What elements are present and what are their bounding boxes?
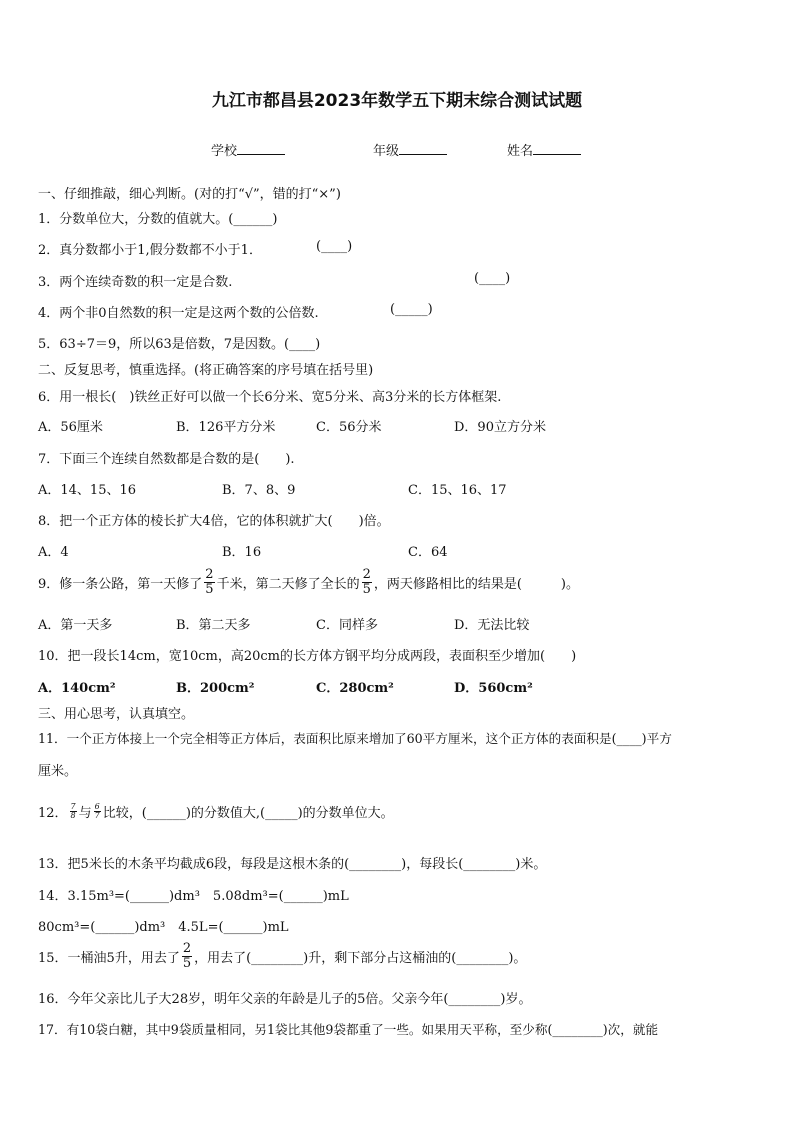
section-2-heading: 二、反复思考，慎重选择。(将正确答案的序号填在括号里) [38, 363, 374, 378]
grade-blank[interactable] [399, 142, 447, 155]
question-14: 14．3.15m³=(______)dm³ 5.08dm³=(______)mL [38, 889, 349, 904]
q9-option-c[interactable]: C．同样多 [316, 618, 378, 633]
q7-option-c[interactable]: C．15、16、17 [408, 483, 507, 498]
grade-field[interactable] [373, 140, 447, 159]
question-10: 10．把一段长14cm，宽10cm，高20cm的长方体方钢平均分成两段，表面积至少增加( ) [38, 649, 577, 664]
question-2: 2．真分数都小于1,假分数都不小于1． [38, 243, 262, 258]
question-3: 3．两个连续奇数的积一定是合数. [38, 275, 233, 290]
q9-option-d[interactable]: D．无法比较 [454, 618, 530, 633]
q10-option-d[interactable]: D．560cm² [454, 681, 533, 696]
school-blank[interactable] [237, 142, 285, 155]
section-1-heading: 一、仔细推敲，细心判断。(对的打“√”，错的打“×”) [38, 187, 341, 202]
question-9 [38, 568, 579, 597]
question-4: 4．两个非0自然数的积一定是这两个数的公倍数. [38, 306, 319, 321]
q12-text: 比较，(______)的分数值大,(_____)的分数单位大。 [102, 806, 394, 821]
q9-option-a[interactable]: A．第一天多 [38, 618, 113, 633]
q8-option-a[interactable]: A．4 [38, 545, 69, 560]
q6-option-c[interactable]: C．56分米 [316, 420, 382, 435]
school-label: 学校 [211, 144, 238, 159]
q9-fraction-1: $\frac{2}{5}$ [205, 567, 214, 597]
q7-option-a[interactable]: A．14、15、16 [38, 483, 137, 498]
question-2-blank[interactable]: (____) [316, 239, 353, 254]
school-field[interactable] [211, 140, 285, 159]
q12-with: 与 [78, 806, 92, 821]
name-label: 姓名 [507, 144, 534, 159]
q12-number: 12． [38, 806, 68, 821]
page-title: 九江市都昌县2023年数学五下期末综合测试试题 [211, 91, 583, 111]
question-7: 7．下面三个连续自然数都是合数的是( ). [38, 452, 295, 467]
q12-fraction-2: $\frac{6}{7}$ [94, 802, 100, 820]
q15-text-2: ，用去了(________)升，剩下部分占这桶油的(________)。 [194, 951, 527, 966]
q9-text-1: 9．修一条公路，第一天修了 [38, 577, 203, 592]
question-17: 17．有10袋白糖，其中9袋质量相同，另1袋比其他9袋都重了一些。如果用天平称，至少称(________)次，就能 [38, 1022, 659, 1037]
q9-text-2: 千米，第二天修了全长的 [216, 577, 360, 592]
q10-option-c[interactable]: C．280cm² [316, 681, 394, 696]
question-11: 11．一个正方体接上一个完全相等正方体后，表面积比原来增加了60平方厘米，这个正方体的表面积是(____)平方 [38, 731, 672, 746]
q10-option-a[interactable]: A．140cm² [38, 681, 116, 696]
q8-option-b[interactable]: B．16 [222, 545, 262, 560]
question-15 [38, 942, 526, 971]
question-11-cont: 厘米。 [38, 764, 78, 779]
name-blank[interactable] [533, 142, 581, 155]
q6-option-d[interactable]: D．90立方分米 [454, 420, 546, 435]
q12-fraction-1: $\frac{7}{8}$ [70, 802, 76, 820]
question-14-cont: 80cm³=(______)dm³ 4.5L=(______)mL [38, 920, 289, 935]
q9-fraction-2: $\frac{2}{5}$ [362, 567, 371, 597]
name-field[interactable] [507, 140, 581, 159]
q7-option-b[interactable]: B．7、8、9 [222, 483, 296, 498]
q15-text-1: 15．一桶油5升，用去了 [38, 951, 180, 966]
grade-label: 年级 [373, 144, 400, 159]
question-4-blank[interactable]: (_____) [390, 302, 433, 317]
question-13: 13．把5米长的木条平均截成6段，每段是这根木条的(________)，每段长(________)米。 [38, 857, 547, 872]
question-3-blank[interactable]: (____) [474, 271, 511, 286]
q9-option-b[interactable]: B．第二天多 [176, 618, 251, 633]
q15-fraction: $\frac{2}{5}$ [182, 941, 192, 971]
question-8: 8．把一个正方体的棱长扩大4倍，它的体积就扩大( )倍。 [38, 514, 390, 529]
question-5: 5．63÷7＝9，所以63是倍数，7是因数。(____) [38, 337, 321, 352]
q10-option-b[interactable]: B．200cm² [176, 681, 255, 696]
question-16: 16．今年父亲比儿子大28岁，明年父亲的年龄是儿子的5倍。父亲今年(________)岁。 [38, 992, 532, 1007]
q6-option-a[interactable]: A．56厘米 [38, 420, 103, 435]
question-12 [38, 802, 394, 821]
question-6: 6．用一根长( )铁丝正好可以做一个长6分米、宽5分米、高3分米的长方体框架. [38, 390, 502, 405]
q8-option-c[interactable]: C．64 [408, 545, 448, 560]
q9-text-3: ，两天修路相比的结果是( )。 [373, 577, 580, 592]
section-3-heading: 三、用心思考，认真填空。 [38, 707, 195, 722]
q6-option-b[interactable]: B．126平方分米 [176, 420, 276, 435]
question-1: 1．分数单位大，分数的值就大。(______) [38, 212, 278, 227]
